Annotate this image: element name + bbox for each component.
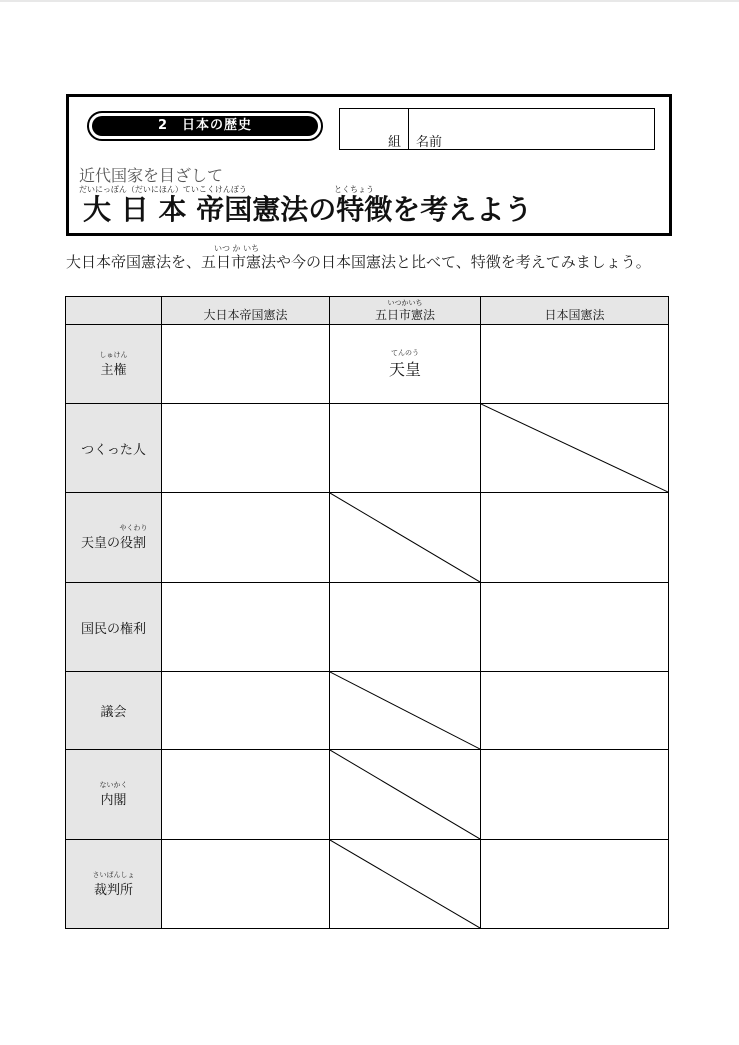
name-divider [408,109,409,149]
answer-cell[interactable] [162,325,330,404]
answer-cell[interactable] [330,404,481,493]
row-label-cell: つくった人 [66,404,162,493]
unit-badge [87,111,323,141]
table-row [66,840,669,929]
table-row [66,583,669,672]
column-header: 大日本帝国憲法 [162,297,330,325]
answer-cell[interactable] [481,672,669,750]
comparison-table [65,296,669,929]
unit-label: 2 日本の歴史 [92,116,318,136]
row-label-cell: ないかく 内閣 [66,750,162,840]
name-entry-box [339,108,655,150]
intro-text: 大日本帝国憲法を、五日市憲法や今の日本国憲法と比べて、特徴を考えてみましょう。 [66,253,651,271]
answer-cell[interactable] [481,750,669,840]
answer-cell[interactable] [481,325,669,404]
table-header-row [66,297,669,325]
slashed-cell [330,672,481,750]
name-label: 名前 [416,135,443,150]
answer-cell[interactable] [330,583,481,672]
answer-cell[interactable] [162,404,330,493]
slashed-cell [330,750,481,840]
answer-cell[interactable] [481,493,669,583]
answer-cell[interactable] [481,840,669,929]
answer-cell[interactable]: てんのう 天皇 [330,325,481,404]
answer-cell[interactable] [162,672,330,750]
column-header: 日本国憲法 [481,297,669,325]
lesson-title: 大 日 本 帝国憲法の特徴を考えよう [83,193,533,226]
answer-cell[interactable] [162,493,330,583]
row-label-cell: やくわり 天皇の役割 [66,493,162,583]
row-label-cell: しゅけん 主権 [66,325,162,404]
slash-line [330,672,480,749]
answer-cell[interactable] [481,583,669,672]
row-label-cell: 議会 [66,672,162,750]
row-label-cell: 国民の権利 [66,583,162,672]
intro-ruby: いつ か いち [214,244,260,253]
class-label: 組 [388,135,402,150]
slash-line [330,493,480,582]
answer-cell[interactable] [162,583,330,672]
row-label-cell: さいばんしょ 裁判所 [66,840,162,929]
column-header: いつかいち 五日市憲法 [330,297,481,325]
table-row [66,325,669,404]
title-ruby-main: だいにっぽん（だいにほん）ていこくけんぽう [79,185,247,194]
table-row [66,750,669,840]
slash-line [330,840,480,928]
title-ruby-tokucho: とくちょう [334,185,374,194]
slashed-cell [481,404,669,493]
answer-cell[interactable] [162,750,330,840]
page-top-edge [0,0,739,2]
corner-cell [66,297,162,325]
table-row [66,672,669,750]
table-row [66,493,669,583]
slashed-cell [330,493,481,583]
lesson-subtitle: 近代国家を目ざして [79,166,224,185]
answer-cell[interactable] [162,840,330,929]
table-row [66,404,669,493]
slashed-cell [330,840,481,929]
slash-line [330,750,480,839]
worksheet-header [66,94,672,236]
slash-line [481,404,668,492]
